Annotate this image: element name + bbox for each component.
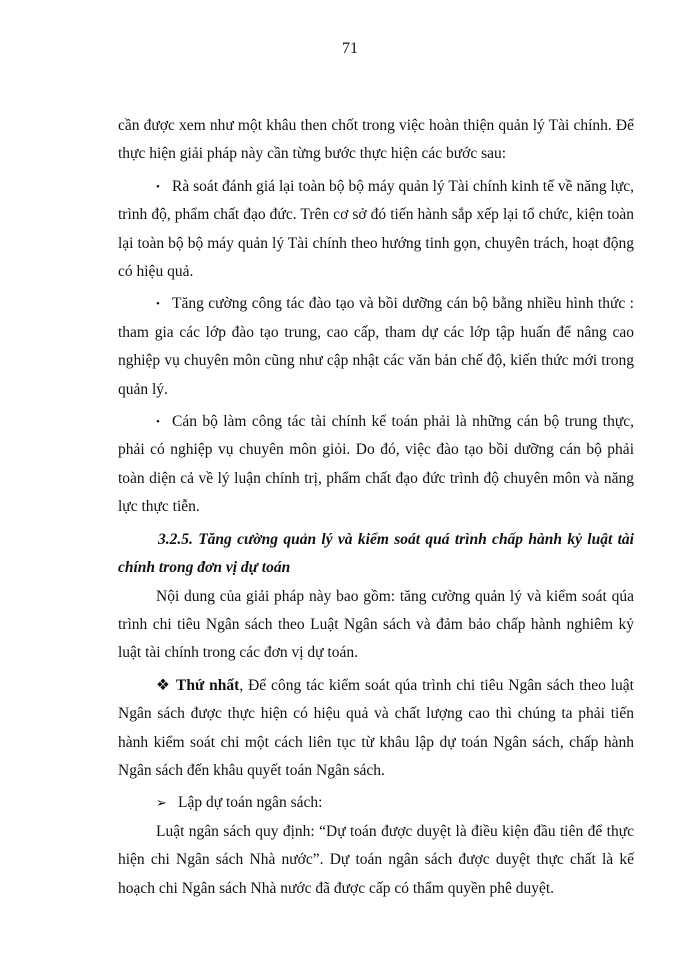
- bullet-icon: •: [156, 298, 160, 311]
- arrow-item: [118, 789, 634, 817]
- paragraph: Luật ngân sách quy định: “Dự toán được duyệt là điều kiện đầu tiên để thực hiện chi Ngân sách Nhà nước”. Dự toán ngân sách được duyệt thực chất là kế hoạch chi Ngân sách Nhà nước đã được cấp có thẩm quyền phê duyệt.: [118, 822, 634, 897]
- bullet-icon: •: [156, 180, 160, 193]
- paragraph-text: , Để công tác kiểm soát qúa trình chi tiêu Ngân sách theo luật Ngân sách được thực hiện có hiệu quả và chất lượng cao thì chúng ta phải tiến hành kiểm soát chi một cách liên tục từ khâu lập dự toán Ngân sách, chấp hành Ngân sách đến khâu quyết toán Ngân sách.: [118, 676, 634, 779]
- bullet-icon: •: [156, 416, 160, 429]
- diamond-bullet-icon: ❖: [156, 676, 170, 694]
- arrow-bullet-icon: ➢: [156, 795, 167, 811]
- paragraph: Nội dung của giải pháp này bao gồm: tăng cường quản lý và kiểm soát qúa trình chi tiêu Ngân sách theo Luật Ngân sách và đảm bảo chấp hành nghiêm kỷ luật tài chính trong các đơn vị dự toán.: [118, 587, 634, 662]
- bullet-item: [118, 408, 634, 522]
- document-body: [118, 112, 634, 903]
- page-number: 71: [342, 40, 358, 57]
- arrow-item-text: Lập dự toán ngân sách:: [178, 794, 323, 812]
- bullet-text: Rà soát đánh giá lại toàn bộ bộ máy quản lý Tài chính kinh tế về năng lực, trình độ, phẩm chất đạo đức. Trên cơ sở đó tiến hành sắp xếp lại tổ chức, kiện toàn lại toàn bộ bộ máy quản lý Tài chính theo hướng tinh gọn, chuyên trách, hoạt động có hiệu quả.: [118, 177, 634, 281]
- bullet-text: Tăng cường công tác đào tạo và bồi dưỡng cán bộ bằng nhiều hình thức : tham gia các lớp đào tạo trung, cao cấp, tham dự các lớp tập huấn để nâng cao nghiệp vụ chuyên môn cũng như cập nhật các văn bản chế độ, kiến thức mới trong quản lý.: [118, 295, 634, 398]
- bullet-text: Cán bộ làm công tác tài chính kế toán phải là những cán bộ trung thực, phải có nghiệp vụ chuyên môn giỏi. Do đó, việc đào tạo bồi dưỡng cán bộ phải toàn diện cả về lý luận chính trị, phẩm chất đạo đức trình độ chuyên môn và năng lực thực tiễn.: [118, 413, 634, 516]
- lead-term: Thứ nhất: [176, 676, 240, 694]
- bullet-item: [118, 290, 634, 404]
- section-heading: 3.2.5. Tăng cường quản lý và kiểm soát quá trình chấp hành kỷ luật tài chính trong đơn vị dự toán: [118, 530, 634, 577]
- paragraph: cần được xem như một khâu then chốt trong việc hoàn thiện quản lý Tài chính. Để thực hiện giải pháp này cần từng bước thực hiện các bước sau:: [118, 117, 634, 163]
- bullet-item: [118, 173, 634, 287]
- diamond-item: [118, 672, 634, 786]
